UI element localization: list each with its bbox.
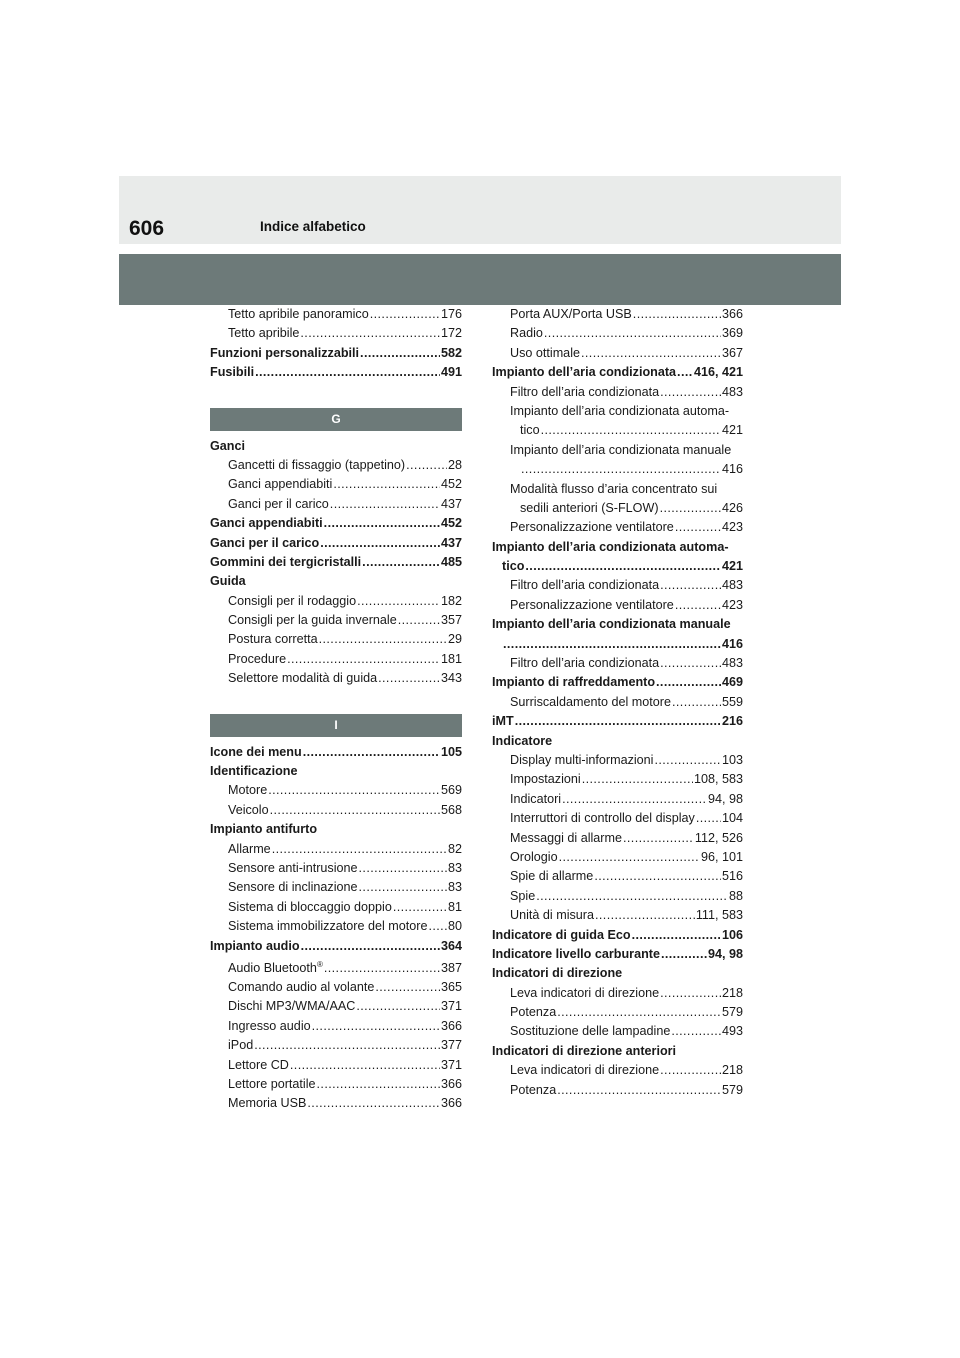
index-entry: Personalizzazione ventilatore ..... 423 [492,596,743,615]
index-heading: Impianto antifurto [210,822,318,837]
index-entry: Filtro dell’aria condizionata ..... 483 [492,576,743,595]
index-entry-continuation: sedili anteriori (S-FLOW) ..... 426 [492,499,743,518]
index-entry-main: Impianto audio ..... 364 [210,937,462,956]
index-entry: Selettore modalità di guida ..... 343 [210,669,462,688]
index-entry: Dischi MP3/WMA/AAC ..... 371 [210,997,462,1016]
index-entry-main-continuation: ..... 416 [492,635,743,654]
index-entry: Lettore CD ..... 371 [210,1056,462,1075]
index-entry: Veicolo ..... 568 [210,801,462,820]
index-entry: Surriscaldamento del motore ..... 559 [492,693,743,712]
index-entry: Motore ..... 569 [210,781,462,800]
index-column-left [210,305,462,1114]
index-entry: Radio ..... 369 [492,324,743,343]
index-entry: Sistema immobilizzatore del motore ..... 80 [210,917,462,936]
index-entry: Unità di misura ..... 111, 583 [492,906,743,925]
index-entry: Sistema di bloccaggio doppio ..... 81 [210,898,462,917]
index-entry: Spie di allarme ..... 516 [492,867,743,886]
index-entry-main: Ganci per il carico ..... 437 [210,534,462,553]
index-entry: Allarme ..... 82 [210,840,462,859]
page-header [119,176,841,244]
index-entry: Ganci per il carico ..... 437 [210,495,462,514]
page-number: 606 [129,217,165,240]
index-entry: Tetto apribile panoramico ..... 176 [210,305,462,324]
index-entry: Impostazioni ..... 108, 583 [492,770,743,789]
index-entry: Sensore di inclinazione ..... 83 [210,878,462,897]
index-entry: Filtro dell’aria condizionata ..... 483 [492,383,743,402]
header-title: Indice alfabetico [260,219,366,234]
index-column-right [492,305,743,1100]
index-entry-main: Gommini dei tergicristalli ..... 485 [210,553,462,572]
index-heading: Indicatore [492,733,553,748]
index-entry-wrapped: Impianto dell’aria condizionata manuale [510,442,732,457]
index-entry-main: Fusibili ..... 491 [210,363,462,382]
index-entry: Leva indicatori di direzione ..... 218 [492,1061,743,1080]
section-header-i: I [210,714,462,737]
index-entry: Spie ..... 88 [492,887,743,906]
index-entry-main: Indicatore livello carburante ..... 94, 98 [492,945,743,964]
index-entry-main: Funzioni personalizzabili ..... 582 [210,344,462,363]
index-heading: Indicatori di direzione [492,966,623,981]
index-entry: Messaggi di allarme ..... 112, 526 [492,829,743,848]
index-heading: Identificazione [210,764,298,779]
index-entry: Personalizzazione ventilatore ..... 423 [492,518,743,537]
section-header-g: G [210,408,462,431]
index-entry: Gancetti di fissaggio (tappetino) ..... 28 [210,456,462,475]
index-entry: Interruttori di controllo del display ..... 104 [492,809,743,828]
index-heading-wrapped: Impianto dell’aria condizionata manuale [492,617,731,632]
index-entry: Leva indicatori di direzione ..... 218 [492,984,743,1003]
index-entry: Ganci appendiabiti ..... 452 [210,475,462,494]
index-entry-main: Impianto di raffreddamento ..... 469 [492,673,743,692]
index-entry: Uso ottimale ..... 367 [492,344,743,363]
index-heading: Indicatori di direzione anteriori [492,1043,677,1058]
index-entry-main: Impianto dell’aria condizionata ..... 416, 421 [492,363,743,382]
index-entry: Procedure ..... 181 [210,650,462,669]
index-entry: Potenza ..... 579 [492,1081,743,1100]
index-entry: Postura corretta ..... 29 [210,630,462,649]
index-entry: Sostituzione delle lampadine ..... 493 [492,1022,743,1041]
index-entry-main: Icone dei menu ..... 105 [210,743,462,762]
index-entry: Orologio ..... 96, 101 [492,848,743,867]
index-entry-continuation: ..... 416 [492,460,743,479]
index-entry: iPod ..... 377 [210,1036,462,1055]
index-entry-main-continuation: tico ..... 421 [492,557,743,576]
index-entry: Memoria USB ..... 366 [210,1094,462,1113]
index-entry: Sensore anti-intrusione ..... 83 [210,859,462,878]
index-heading-wrapped: Impianto dell’aria condizionata automa- [492,539,729,554]
index-entry-wrapped: Modalità flusso d’aria concentrato sui [510,481,718,496]
index-entry: Potenza ..... 579 [492,1003,743,1022]
index-entry: Porta AUX/Porta USB ..... 366 [492,305,743,324]
index-entry-main: Ganci appendiabiti ..... 452 [210,514,462,533]
index-entry-main: iMT ..... 216 [492,712,743,731]
index-entry: Display multi-informazioni ..... 103 [492,751,743,770]
header-band [119,254,841,305]
index-entry: Audio Bluetooth® ..... 387 [210,956,462,978]
index-entry: Filtro dell’aria condizionata ..... 483 [492,654,743,673]
index-entry: Comando audio al volante ..... 365 [210,978,462,997]
index-heading: Ganci [210,438,245,453]
index-entry: Tetto apribile ..... 172 [210,324,462,343]
index-entry: Indicatori ..... 94, 98 [492,790,743,809]
registered-mark: ® [316,959,323,969]
index-heading: Guida [210,574,246,589]
index-entry: Consigli per la guida invernale ..... 357 [210,611,462,630]
index-entry-continuation: tico ..... 421 [492,421,743,440]
index-entry: Lettore portatile ..... 366 [210,1075,462,1094]
index-entry-main: Indicatore di guida Eco ..... 106 [492,926,743,945]
index-entry-wrapped: Impianto dell’aria condizionata automa- [510,403,730,418]
index-entry: Ingresso audio ..... 366 [210,1017,462,1036]
index-entry: Consigli per il rodaggio ..... 182 [210,592,462,611]
